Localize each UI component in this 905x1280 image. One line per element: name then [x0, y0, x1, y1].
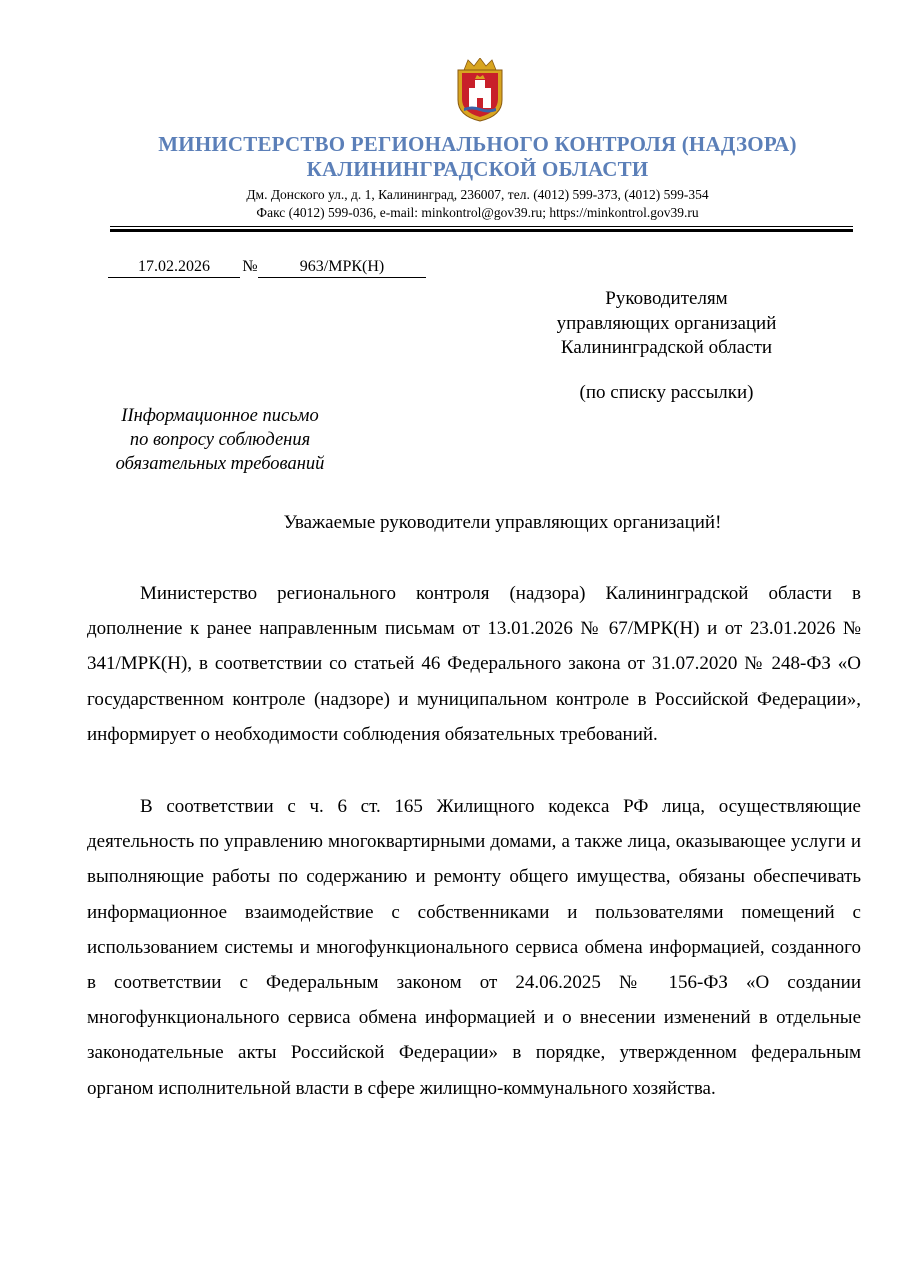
paragraph-text: Министерство регионального контроля (надзора) Калининградской области в дополнение к ранее направленным письмам от 13.01.2026 № 67/МРК(Н) и от 23.01.2026 № 341/МРК(Н), в соответствии со статьей 46 Федерального закона от 31.07.2020 № 248-ФЗ «О государственном контроле (надзоре) и муниципальном контроле в Российской Федерации», информирует о необходимости соблюдения обязательных требований. — [87, 583, 861, 745]
ministry-address-line1: Дм. Донского ул., д. 1, Калининград, 236007, тел. (4012) 599-373, (4012) 599-354 — [246, 187, 709, 202]
body-paragraph-1 — [87, 576, 861, 752]
paragraph-text: В соответствии с ч. 6 ст. 165 Жилищного кодекса РФ лица, осуществляющие деятельность по управлению многоквартирными домами, а также лица, оказывающее услуги и выполняющие работы по содержанию и ремонту общего имущества, обязаны обеспечивать информационное взаимодействие с собственниками и пользователями помещений с использованием системы и многофункционального сервиса обмена информацией, созданного в соответствии с Федеральным законом от 24.06.2025 № 156-ФЗ «О создании многофункционального сервиса обмена информацией и о внесении изменений в отдельные законодательные акты Российской Федерации» в порядке, утвержденном федеральным органом исполнительной власти в сфере жилищно-коммунального хозяйства. — [87, 796, 861, 1099]
ministry-contacts-line2: Факс (4012) 599-036, e-mail: minkontrol@gov39.ru; https://minkontrol.gov39.ru — [256, 205, 699, 220]
addressee-line3: Калининградской области — [560, 337, 773, 358]
registration-number: 963/МРК(Н) — [258, 257, 426, 278]
addressee-note: (по списку рассылки) — [579, 382, 754, 403]
ministry-name-line1: МИНИСТЕРСТВО РЕГИОНАЛЬНОГО КОНТРОЛЯ (НАДЗОРА) — [158, 132, 797, 156]
registration-date: 17.02.2026 — [108, 257, 240, 278]
subject-line1: IIнформационное письмо — [121, 406, 319, 426]
addressee-line1: Руководителям — [605, 288, 728, 309]
ministry-name-line2: КАЛИНИНГРАДСКОЙ ОБЛАСТИ — [306, 157, 649, 181]
kaliningrad-coat-of-arms-icon — [454, 58, 506, 122]
salutation: Уважаемые руководители управляющих организаций! — [283, 512, 722, 533]
header-rule-thick — [110, 229, 853, 232]
registration-number-sign: № — [242, 258, 258, 275]
subject-line3: обязательных требований — [115, 454, 325, 474]
subject-line2: по вопросу соблюдения — [129, 430, 311, 450]
addressee-line2: управляющих организаций — [556, 313, 777, 334]
body-paragraph-2 — [87, 789, 861, 1106]
header-rule-thin — [110, 226, 853, 227]
